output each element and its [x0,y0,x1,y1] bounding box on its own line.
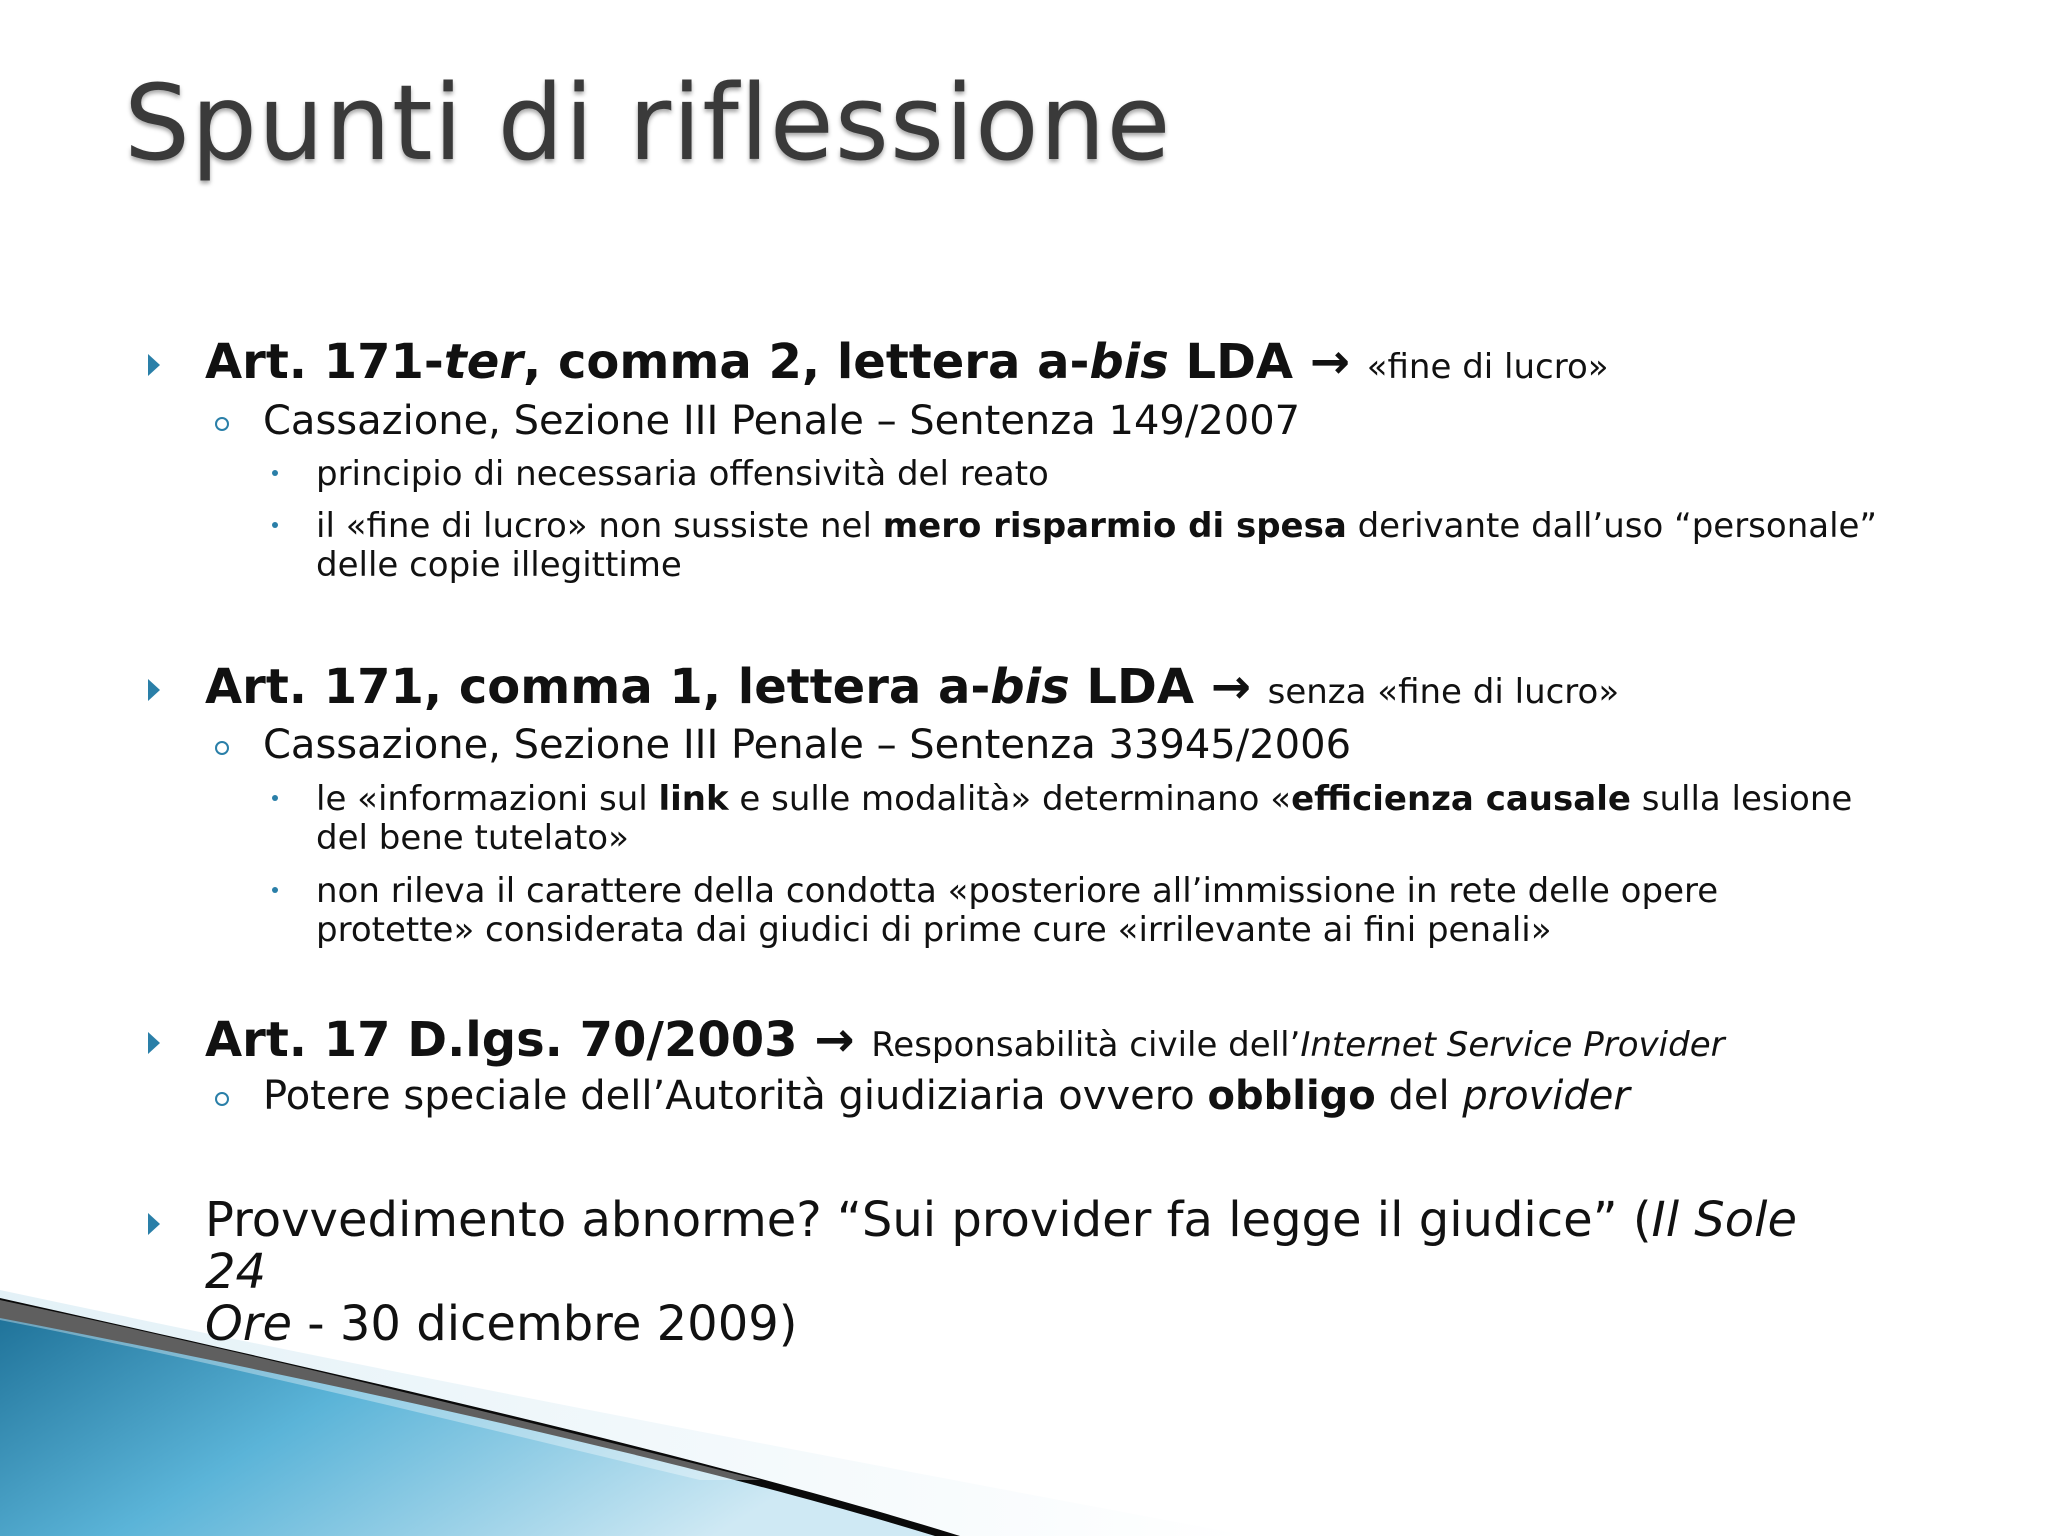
dot-bullet-icon [272,887,278,893]
bullet-item-4: Provvedimento abnorme? “Sui provider fa legge il giudice” (Il Sole 24 Ore - 30 dicembre 2009) [205,1192,1797,1352]
point: le «informazioni sul link e sulle modalità» determinano «efficienza causale sulla lesione del bene tutelato» [316,779,1853,858]
point: non rileva il carattere della condotta «posteriore all’immissione in rete delle opere protette» considerata dai giudici di prime cure «irrilevante ai fini penali» [316,871,1719,950]
sub-item: Cassazione, Sezione III Penale – Sentenza 149/2007 [263,398,1301,444]
note: «fine di lucro» [1366,347,1609,387]
bullet-item-1: Art. 171-ter, comma 2, lettera a-bis LDA → «fine di lucro» [205,334,1609,390]
sub-item: Cassazione, Sezione III Penale – Sentenza 33945/2006 [263,722,1352,768]
point: il «fine di lucro» non sussiste nel mero risparmio di spesa derivante dall’uso “personale” delle copie illegittime [316,506,1878,585]
note: senza «fine di lucro» [1267,672,1620,712]
bullet-item-3: Art. 17 D.lgs. 70/2003 → Responsabilità civile dell’Internet Service Provider [205,1012,1725,1068]
triangle-bullet-icon [148,1213,160,1235]
triangle-bullet-icon [148,354,160,376]
circle-bullet-icon [215,741,229,755]
circle-bullet-icon [215,1092,229,1106]
dot-bullet-icon [272,522,278,528]
triangle-bullet-icon [148,1032,160,1054]
note: Responsabilità civile dell’Internet Service Provider [871,1025,1725,1065]
bullet-item-2: Art. 171, comma 1, lettera a-bis LDA → senza «fine di lucro» [205,659,1620,715]
slide-title: Spunti di riflessione [124,62,1172,184]
triangle-bullet-icon [148,679,160,701]
point: principio di necessaria offensività del reato [316,454,1049,494]
dot-bullet-icon [272,470,278,476]
dot-bullet-icon [272,795,278,801]
sub-item: Potere speciale dell’Autorità giudiziaria ovvero obbligo del provider [263,1073,1630,1119]
circle-bullet-icon [215,417,229,431]
